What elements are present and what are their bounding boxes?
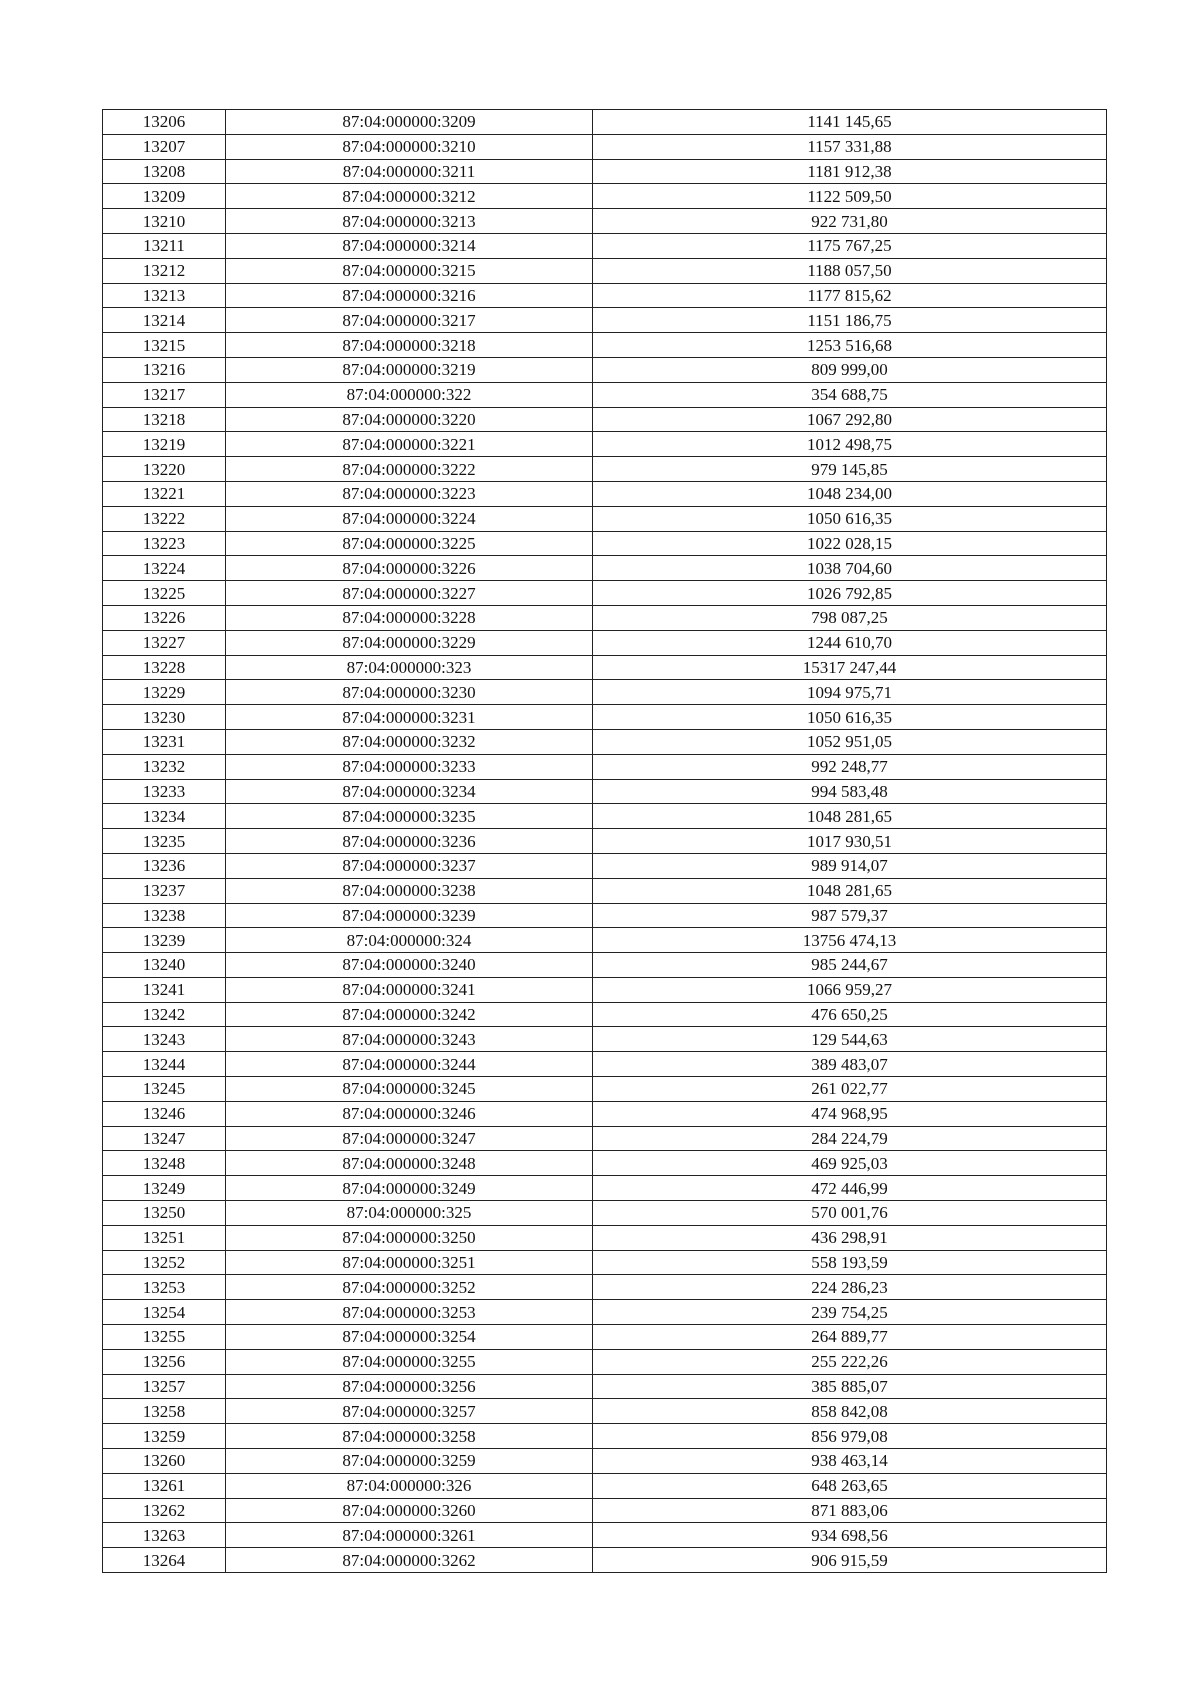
value-cell: 1012 498,75 [593, 432, 1107, 457]
cadastral-number-cell: 87:04:000000:325 [226, 1201, 593, 1226]
row-number-cell: 13206 [103, 110, 226, 135]
row-number-cell: 13250 [103, 1201, 226, 1226]
row-number-cell: 13218 [103, 407, 226, 432]
table-row [103, 1027, 1107, 1052]
row-number-cell: 13262 [103, 1498, 226, 1523]
value-cell: 1022 028,15 [593, 531, 1107, 556]
value-cell: 1026 792,85 [593, 581, 1107, 606]
cadastral-number-cell: 87:04:000000:3209 [226, 110, 593, 135]
cadastral-number-cell: 87:04:000000:3213 [226, 209, 593, 234]
row-number-cell: 13214 [103, 308, 226, 333]
row-number-cell: 13240 [103, 953, 226, 978]
cadastral-number-cell: 87:04:000000:3220 [226, 407, 593, 432]
row-number-cell: 13231 [103, 729, 226, 754]
value-cell: 385 885,07 [593, 1374, 1107, 1399]
row-number-cell: 13260 [103, 1449, 226, 1474]
cadastral-number-cell: 87:04:000000:3256 [226, 1374, 593, 1399]
row-number-cell: 13248 [103, 1151, 226, 1176]
cadastral-number-cell: 87:04:000000:3242 [226, 1002, 593, 1027]
cadastral-number-cell: 87:04:000000:3253 [226, 1300, 593, 1325]
table-row [103, 457, 1107, 482]
row-number-cell: 13242 [103, 1002, 226, 1027]
value-cell: 1188 057,50 [593, 258, 1107, 283]
cadastral-number-cell: 87:04:000000:3235 [226, 804, 593, 829]
value-cell: 1048 281,65 [593, 878, 1107, 903]
value-cell: 906 915,59 [593, 1548, 1107, 1573]
row-number-cell: 13237 [103, 878, 226, 903]
cadastral-number-cell: 87:04:000000:324 [226, 928, 593, 953]
value-cell: 1175 767,25 [593, 233, 1107, 258]
row-number-cell: 13219 [103, 432, 226, 457]
cadastral-number-cell: 87:04:000000:3214 [226, 233, 593, 258]
cadastral-number-cell: 87:04:000000:3224 [226, 506, 593, 531]
cadastral-number-cell: 87:04:000000:3223 [226, 481, 593, 506]
table-row [103, 779, 1107, 804]
cadastral-number-cell: 87:04:000000:3255 [226, 1349, 593, 1374]
table-row [103, 1325, 1107, 1350]
value-cell: 871 883,06 [593, 1498, 1107, 1523]
cadastral-number-cell: 87:04:000000:3228 [226, 605, 593, 630]
table-row [103, 903, 1107, 928]
cadastral-number-cell: 87:04:000000:3216 [226, 283, 593, 308]
row-number-cell: 13252 [103, 1250, 226, 1275]
cadastral-number-cell: 87:04:000000:3227 [226, 581, 593, 606]
value-cell: 994 583,48 [593, 779, 1107, 804]
cadastral-number-cell: 87:04:000000:3222 [226, 457, 593, 482]
value-cell: 1157 331,88 [593, 134, 1107, 159]
row-number-cell: 13257 [103, 1374, 226, 1399]
value-cell: 255 222,26 [593, 1349, 1107, 1374]
table-row [103, 283, 1107, 308]
row-number-cell: 13263 [103, 1523, 226, 1548]
value-cell: 1244 610,70 [593, 630, 1107, 655]
cadastral-number-cell: 87:04:000000:3232 [226, 729, 593, 754]
table-row [103, 159, 1107, 184]
table-row [103, 333, 1107, 358]
table-row [103, 1399, 1107, 1424]
cadastral-number-cell: 87:04:000000:3254 [226, 1325, 593, 1350]
value-cell: 476 650,25 [593, 1002, 1107, 1027]
table-row [103, 655, 1107, 680]
value-cell: 570 001,76 [593, 1201, 1107, 1226]
cadastral-number-cell: 87:04:000000:3244 [226, 1052, 593, 1077]
table-row [103, 531, 1107, 556]
row-number-cell: 13222 [103, 506, 226, 531]
cadastral-number-cell: 87:04:000000:3248 [226, 1151, 593, 1176]
cadastral-number-cell: 87:04:000000:3211 [226, 159, 593, 184]
value-cell: 354 688,75 [593, 382, 1107, 407]
cadastral-number-cell: 87:04:000000:3257 [226, 1399, 593, 1424]
cadastral-number-cell: 87:04:000000:3234 [226, 779, 593, 804]
value-cell: 858 842,08 [593, 1399, 1107, 1424]
row-number-cell: 13259 [103, 1424, 226, 1449]
row-number-cell: 13226 [103, 605, 226, 630]
row-number-cell: 13234 [103, 804, 226, 829]
cadastral-number-cell: 87:04:000000:3218 [226, 333, 593, 358]
cadastral-number-cell: 87:04:000000:3262 [226, 1548, 593, 1573]
cadastral-number-cell: 87:04:000000:3247 [226, 1126, 593, 1151]
cadastral-number-cell: 87:04:000000:3210 [226, 134, 593, 159]
row-number-cell: 13249 [103, 1176, 226, 1201]
value-cell: 1048 234,00 [593, 481, 1107, 506]
table-row [103, 184, 1107, 209]
value-cell: 1181 912,38 [593, 159, 1107, 184]
cadastral-number-cell: 87:04:000000:3215 [226, 258, 593, 283]
table-row [103, 258, 1107, 283]
table-body [103, 110, 1107, 1573]
cadastral-number-cell: 87:04:000000:326 [226, 1473, 593, 1498]
row-number-cell: 13207 [103, 134, 226, 159]
value-cell: 934 698,56 [593, 1523, 1107, 1548]
row-number-cell: 13225 [103, 581, 226, 606]
table-row [103, 407, 1107, 432]
row-number-cell: 13229 [103, 680, 226, 705]
cadastral-number-cell: 87:04:000000:3226 [226, 556, 593, 581]
table-row [103, 1498, 1107, 1523]
cadastral-number-cell: 87:04:000000:3245 [226, 1077, 593, 1102]
value-cell: 987 579,37 [593, 903, 1107, 928]
table-row [103, 977, 1107, 1002]
row-number-cell: 13224 [103, 556, 226, 581]
table-row [103, 382, 1107, 407]
cadastral-number-cell: 87:04:000000:3252 [226, 1275, 593, 1300]
cadastral-number-cell: 87:04:000000:3241 [226, 977, 593, 1002]
row-number-cell: 13264 [103, 1548, 226, 1573]
value-cell: 1050 616,35 [593, 705, 1107, 730]
value-cell: 989 914,07 [593, 853, 1107, 878]
cadastral-number-cell: 87:04:000000:3246 [226, 1101, 593, 1126]
value-cell: 938 463,14 [593, 1449, 1107, 1474]
table-row [103, 432, 1107, 457]
row-number-cell: 13246 [103, 1101, 226, 1126]
value-cell: 979 145,85 [593, 457, 1107, 482]
table-row [103, 1225, 1107, 1250]
cadastral-number-cell: 87:04:000000:3239 [226, 903, 593, 928]
value-cell: 1094 975,71 [593, 680, 1107, 705]
table-row [103, 357, 1107, 382]
row-number-cell: 13212 [103, 258, 226, 283]
value-cell: 1177 815,62 [593, 283, 1107, 308]
value-cell: 1038 704,60 [593, 556, 1107, 581]
table-row [103, 209, 1107, 234]
value-cell: 1253 516,68 [593, 333, 1107, 358]
cadastral-number-cell: 87:04:000000:3249 [226, 1176, 593, 1201]
value-cell: 1122 509,50 [593, 184, 1107, 209]
table-row [103, 1077, 1107, 1102]
table-row [103, 1250, 1107, 1275]
row-number-cell: 13216 [103, 357, 226, 382]
value-cell: 856 979,08 [593, 1424, 1107, 1449]
cadastral-number-cell: 87:04:000000:323 [226, 655, 593, 680]
table-row [103, 233, 1107, 258]
table-row [103, 1002, 1107, 1027]
cadastral-number-cell: 87:04:000000:3219 [226, 357, 593, 382]
value-cell: 1141 145,65 [593, 110, 1107, 135]
table-row [103, 1349, 1107, 1374]
cadastral-number-cell: 87:04:000000:322 [226, 382, 593, 407]
table-row [103, 729, 1107, 754]
cadastral-number-cell: 87:04:000000:3258 [226, 1424, 593, 1449]
cadastral-number-cell: 87:04:000000:3233 [226, 754, 593, 779]
cadastral-number-cell: 87:04:000000:3251 [226, 1250, 593, 1275]
row-number-cell: 13261 [103, 1473, 226, 1498]
row-number-cell: 13230 [103, 705, 226, 730]
table-row [103, 1449, 1107, 1474]
value-cell: 129 544,63 [593, 1027, 1107, 1052]
row-number-cell: 13235 [103, 829, 226, 854]
table-row [103, 630, 1107, 655]
cadastral-number-cell: 87:04:000000:3261 [226, 1523, 593, 1548]
row-number-cell: 13227 [103, 630, 226, 655]
cadastral-number-cell: 87:04:000000:3221 [226, 432, 593, 457]
table-row [103, 1151, 1107, 1176]
row-number-cell: 13228 [103, 655, 226, 680]
table-row [103, 928, 1107, 953]
cadastral-number-cell: 87:04:000000:3217 [226, 308, 593, 333]
value-cell: 1151 186,75 [593, 308, 1107, 333]
table-row [103, 853, 1107, 878]
row-number-cell: 13255 [103, 1325, 226, 1350]
value-cell: 992 248,77 [593, 754, 1107, 779]
value-cell: 798 087,25 [593, 605, 1107, 630]
row-number-cell: 13245 [103, 1077, 226, 1102]
value-cell: 472 446,99 [593, 1176, 1107, 1201]
value-cell: 648 263,65 [593, 1473, 1107, 1498]
table-row [103, 1201, 1107, 1226]
table-row [103, 829, 1107, 854]
row-number-cell: 13256 [103, 1349, 226, 1374]
table-row [103, 1275, 1107, 1300]
table-row [103, 754, 1107, 779]
cadastral-number-cell: 87:04:000000:3237 [226, 853, 593, 878]
value-cell: 809 999,00 [593, 357, 1107, 382]
row-number-cell: 13210 [103, 209, 226, 234]
table-row [103, 1126, 1107, 1151]
row-number-cell: 13208 [103, 159, 226, 184]
row-number-cell: 13213 [103, 283, 226, 308]
table-row [103, 1052, 1107, 1077]
table-row [103, 705, 1107, 730]
table-row [103, 481, 1107, 506]
row-number-cell: 13221 [103, 481, 226, 506]
table-row [103, 1176, 1107, 1201]
cadastral-number-cell: 87:04:000000:3231 [226, 705, 593, 730]
row-number-cell: 13239 [103, 928, 226, 953]
row-number-cell: 13220 [103, 457, 226, 482]
table-row [103, 556, 1107, 581]
table-row [103, 110, 1107, 135]
value-cell: 13756 474,13 [593, 928, 1107, 953]
row-number-cell: 13251 [103, 1225, 226, 1250]
row-number-cell: 13215 [103, 333, 226, 358]
table-row [103, 1424, 1107, 1449]
value-cell: 1048 281,65 [593, 804, 1107, 829]
cadastral-number-cell: 87:04:000000:3225 [226, 531, 593, 556]
row-number-cell: 13244 [103, 1052, 226, 1077]
row-number-cell: 13258 [103, 1399, 226, 1424]
table-row [103, 1473, 1107, 1498]
row-number-cell: 13211 [103, 233, 226, 258]
value-cell: 15317 247,44 [593, 655, 1107, 680]
value-cell: 1050 616,35 [593, 506, 1107, 531]
value-cell: 224 286,23 [593, 1275, 1107, 1300]
row-number-cell: 13253 [103, 1275, 226, 1300]
table-row [103, 1300, 1107, 1325]
cadastral-number-cell: 87:04:000000:3230 [226, 680, 593, 705]
cadastral-number-cell: 87:04:000000:3259 [226, 1449, 593, 1474]
row-number-cell: 13223 [103, 531, 226, 556]
table-row [103, 506, 1107, 531]
cadastral-number-cell: 87:04:000000:3238 [226, 878, 593, 903]
row-number-cell: 13217 [103, 382, 226, 407]
value-cell: 474 968,95 [593, 1101, 1107, 1126]
table-row [103, 878, 1107, 903]
row-number-cell: 13209 [103, 184, 226, 209]
cadastral-number-cell: 87:04:000000:3236 [226, 829, 593, 854]
value-cell: 239 754,25 [593, 1300, 1107, 1325]
value-cell: 264 889,77 [593, 1325, 1107, 1350]
value-cell: 469 925,03 [593, 1151, 1107, 1176]
table-row [103, 1523, 1107, 1548]
row-number-cell: 13247 [103, 1126, 226, 1151]
value-cell: 922 731,80 [593, 209, 1107, 234]
row-number-cell: 13236 [103, 853, 226, 878]
table-row [103, 308, 1107, 333]
cadastral-number-cell: 87:04:000000:3212 [226, 184, 593, 209]
cadastral-number-cell: 87:04:000000:3240 [226, 953, 593, 978]
cadastral-number-cell: 87:04:000000:3229 [226, 630, 593, 655]
cadastral-value-table [102, 109, 1107, 1573]
value-cell: 284 224,79 [593, 1126, 1107, 1151]
table-row [103, 680, 1107, 705]
table-row [103, 953, 1107, 978]
table-row [103, 581, 1107, 606]
cadastral-number-cell: 87:04:000000:3260 [226, 1498, 593, 1523]
value-cell: 1052 951,05 [593, 729, 1107, 754]
value-cell: 1067 292,80 [593, 407, 1107, 432]
table-row [103, 134, 1107, 159]
row-number-cell: 13254 [103, 1300, 226, 1325]
row-number-cell: 13241 [103, 977, 226, 1002]
value-cell: 1017 930,51 [593, 829, 1107, 854]
table-row [103, 605, 1107, 630]
row-number-cell: 13232 [103, 754, 226, 779]
table-row [103, 1101, 1107, 1126]
table-row [103, 1374, 1107, 1399]
value-cell: 985 244,67 [593, 953, 1107, 978]
value-cell: 1066 959,27 [593, 977, 1107, 1002]
row-number-cell: 13243 [103, 1027, 226, 1052]
value-cell: 558 193,59 [593, 1250, 1107, 1275]
cadastral-number-cell: 87:04:000000:3243 [226, 1027, 593, 1052]
cadastral-number-cell: 87:04:000000:3250 [226, 1225, 593, 1250]
value-cell: 389 483,07 [593, 1052, 1107, 1077]
value-cell: 436 298,91 [593, 1225, 1107, 1250]
table-row [103, 804, 1107, 829]
value-cell: 261 022,77 [593, 1077, 1107, 1102]
row-number-cell: 13233 [103, 779, 226, 804]
table-row [103, 1548, 1107, 1573]
row-number-cell: 13238 [103, 903, 226, 928]
